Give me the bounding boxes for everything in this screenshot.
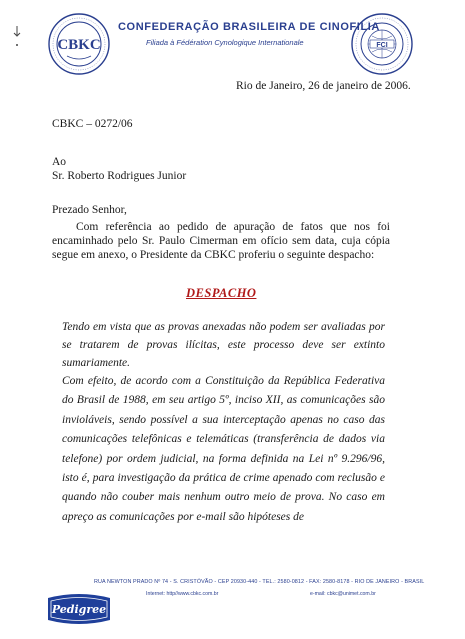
greeting: Prezado Senhor, bbox=[52, 204, 127, 216]
pedigree-logo-icon bbox=[44, 592, 114, 626]
fci-seal-initials: FCI bbox=[376, 42, 388, 49]
despacho-title: DESPACHO bbox=[186, 286, 257, 300]
fci-seal-icon bbox=[350, 12, 414, 76]
cbkc-seal-icon bbox=[47, 12, 111, 76]
date-line: Rio de Janeiro, 26 de janeiro de 2006. bbox=[236, 80, 411, 92]
despacho-paragraph-2: Com efeito, de acordo com a Constituição da República Federativa do Brasil de 1988, em seu artigo 5º, inciso XII, as comunicações são invioláveis, sendo possível a sua interceptação apenas no caso das comunicações telefônicas e telemáticas (transferência de dados via telefone) por ordem judicial, na forma definida na Lei nº 9.296/96, isto é, para investigação da prática de crime apenado com reclusão e quando não couber mais nenhum outro meio de prova. No caso em apreço as comunicações por e-mail são hipóteses de bbox=[62, 375, 385, 523]
footer-address: RUA NEWTON PRADO Nº 74 - S. CRISTÓVÃO - CEP 20930-440 - TEL.: 2580-0812 - FAX: 2580-8178 - RIO DE JANEIRO - BRASIL bbox=[94, 579, 425, 585]
margin-mark-icon bbox=[13, 25, 21, 49]
organization-name: CONFEDERAÇÃO BRASILEIRA DE CINOFILIA bbox=[118, 21, 380, 33]
recipient-prefix: Ao bbox=[52, 156, 67, 168]
intro-paragraph: Com referência ao pedido de apuração de fatos que nos foi encaminhado pelo Sr. Paulo Cimerman em ofício sem data, cuja cópia segue em anexo, o Presidente da CBKC proferiu o seguinte despacho: bbox=[52, 221, 390, 262]
organization-affiliation: Filiada à Fédération Cynologique Internationale bbox=[146, 38, 304, 47]
footer-email: e-mail: cbkc@unimet.com.br bbox=[310, 591, 376, 597]
reference-number: CBKC – 0272/06 bbox=[52, 118, 133, 130]
footer-internet: Internet: http//www.cbkc.com.br bbox=[146, 591, 219, 597]
despacho-paragraph-1: Tendo em vista que as provas anexadas não podem ser avaliadas por se tratarem de provas ilícitas, este processo deve ser extinto sumariamente. bbox=[62, 321, 385, 369]
cbkc-seal-initials: CBKC bbox=[57, 37, 101, 53]
recipient-name: Sr. Roberto Rodrigues Junior bbox=[52, 170, 187, 182]
pedigree-logo-text: Pedigree bbox=[51, 603, 107, 616]
